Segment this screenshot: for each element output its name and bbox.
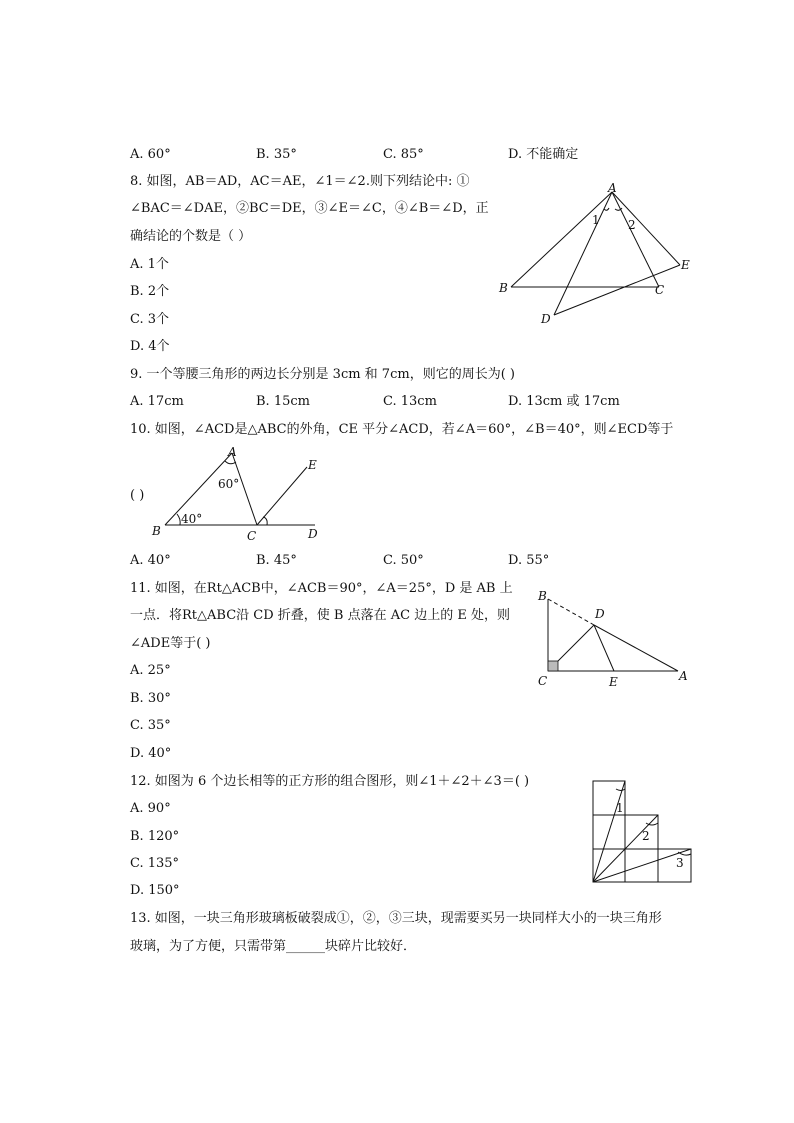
q8-label-a: A [608, 181, 617, 195]
q12-angle-1: 1 [616, 801, 624, 815]
q8-text-line2: ∠BAC＝∠DAE，②BC＝DE，③∠E＝∠C，④∠B＝∠D，正 [130, 201, 489, 216]
q10-text-line1: 10. 如图，∠ACD是△ABC的外角，CE 平分∠ACD，若∠A＝60°，∠B＝40°，则∠ECD等于 [130, 422, 674, 437]
q8-label-b: B [499, 281, 508, 295]
q11-label-a: A [679, 669, 688, 683]
q8-label-c: C [655, 283, 665, 297]
q10-option-d: D. 55° [508, 553, 550, 568]
q9-option-c: C. 13cm [383, 394, 437, 409]
q8-text-line3: 确结论的个数是（ ） [130, 229, 252, 244]
q9-option-d: D. 13cm 或 17cm [508, 394, 620, 409]
q11-figure [535, 588, 700, 693]
q12-option-c: C. 135° [130, 856, 180, 871]
q8-angle-1: 1 [592, 213, 600, 227]
q11-text-line2: 一点．将Rt△ABC沿 CD 折叠，使 B 点落在 AC 边上的 E 处，则 [130, 608, 510, 623]
q10-option-a: A. 40° [130, 553, 171, 568]
q11-label-e: E [609, 675, 618, 689]
q11-text-line3: ∠ADE等于( ) [130, 636, 211, 651]
q8-figure [495, 178, 700, 328]
q12-angle-2: 2 [642, 829, 650, 843]
q9-option-b: B. 15cm [256, 394, 310, 409]
q10-label-b: B [152, 524, 161, 538]
q10-angle-b-label: 40° [181, 512, 203, 526]
q11-text-line1: 11. 如图，在Rt△ACB中，∠ACB＝90°，∠A＝25°，D 是 AB 上 [130, 581, 513, 596]
q10-label-d: D [308, 527, 318, 541]
q7-option-c: C. 85° [383, 147, 424, 162]
q11-option-c: C. 35° [130, 718, 171, 733]
q11-label-c: C [538, 674, 548, 688]
q9-option-a: A. 17cm [130, 394, 184, 409]
q8-angle-2: 2 [628, 218, 636, 232]
q10-option-b: B. 45° [256, 553, 297, 568]
q8-text-line1: 8. 如图，AB＝AD，AC＝AE，∠1＝∠2.则下列结论中: ① [130, 174, 470, 189]
q10-option-c: C. 50° [383, 553, 424, 568]
q13-text-line1: 13. 如图，一块三角形玻璃板破裂成①，②，③三块，现需要买另一块同样大小的一块三角形 [130, 911, 662, 926]
q8-option-d: D. 4个 [130, 339, 170, 354]
q10-label-e: E [308, 458, 317, 472]
q12-text: 12. 如图为 6 个边长相等的正方形的组合图形，则∠1＋∠2＋∠3＝( ) [130, 774, 530, 789]
q12-figure [590, 778, 695, 884]
q7-option-d: D. 不能确定 [508, 147, 579, 162]
q12-option-d: D. 150° [130, 883, 180, 898]
q11-option-a: A. 25° [130, 663, 171, 678]
q8-label-e: E [681, 258, 690, 272]
q10-figure [150, 444, 330, 544]
q9-text: 9. 一个等腰三角形的两边长分别是 3cm 和 7cm，则它的周长为( ) [130, 367, 515, 382]
q12-option-a: A. 90° [130, 801, 171, 816]
q11-label-d: D [595, 607, 605, 621]
q13-text-line2: 玻璃，为了方便，只需带第______块碎片比较好． [130, 939, 417, 954]
q8-option-c: C. 3个 [130, 312, 170, 327]
q11-option-d: D. 40° [130, 746, 172, 761]
q11-label-b: B [538, 589, 547, 603]
q7-option-a: A. 60° [130, 147, 171, 162]
q8-option-a: A. 1个 [130, 257, 169, 272]
q10-label-a: A [228, 445, 237, 459]
q8-option-b: B. 2个 [130, 284, 170, 299]
q12-option-b: B. 120° [130, 829, 180, 844]
q11-option-b: B. 30° [130, 691, 171, 706]
q8-label-d: D [541, 312, 551, 326]
q10-label-c: C [247, 529, 257, 543]
q7-option-b: B. 35° [256, 147, 297, 162]
q10-text-line2: ( ) [130, 488, 145, 503]
q12-angle-3: 3 [676, 856, 684, 870]
q10-angle-a-label: 60° [218, 477, 240, 491]
